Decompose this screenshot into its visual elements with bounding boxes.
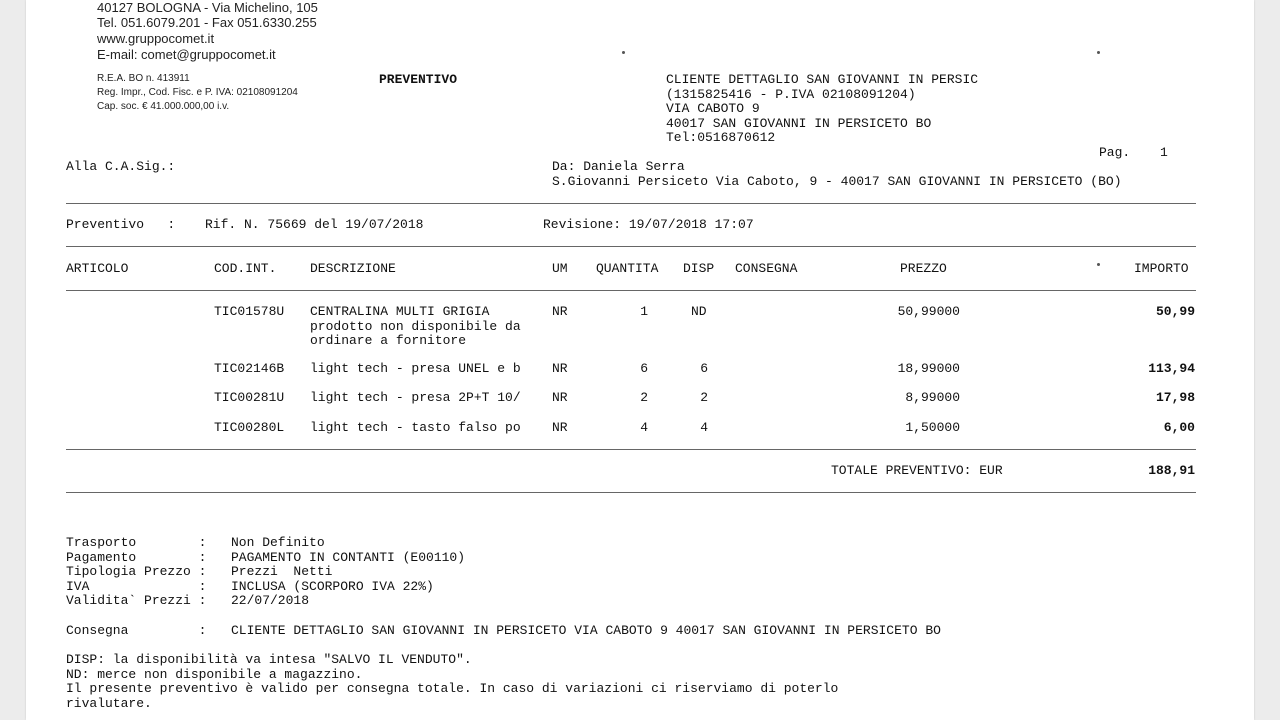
row-disp: 4 bbox=[700, 420, 708, 435]
note-line: DISP: la disponibilità va intesa "SALVO IL VENDUTO". bbox=[66, 652, 472, 667]
terms-vat-value: INCLUSA (SCORPORO IVA 22%) bbox=[231, 578, 434, 594]
row-um: NR bbox=[552, 361, 568, 376]
row-amount: 50,99 bbox=[1155, 304, 1195, 319]
row-disp: 2 bbox=[700, 390, 708, 405]
total-label: TOTALE PREVENTIVO: EUR bbox=[831, 463, 1003, 478]
terms-price-type-label: Tipologia Prezzo : bbox=[66, 564, 207, 579]
row-um: NR bbox=[552, 420, 568, 435]
terms-transport-value: Non Definito bbox=[231, 535, 325, 550]
divider bbox=[66, 246, 1196, 247]
terms-delivery-label: Consegna : bbox=[66, 623, 207, 638]
scan-dot bbox=[1097, 263, 1100, 266]
row-qty: 1 bbox=[640, 304, 648, 319]
total-value: 188,91 bbox=[1148, 463, 1195, 478]
row-amount: 17,98 bbox=[1155, 390, 1195, 405]
row-code: TIC01578U bbox=[214, 304, 285, 319]
row-qty: 4 bbox=[640, 420, 648, 435]
row-code: TIC00281U bbox=[214, 390, 285, 405]
terms-validity-label: Validita` Prezzi : bbox=[66, 593, 207, 608]
revision: Revisione: 19/07/2018 17:07 bbox=[543, 217, 754, 232]
company-address: 40127 BOLOGNA - Via Michelino, 105 bbox=[97, 0, 318, 15]
col-codint: COD.INT. bbox=[214, 261, 277, 276]
reference-number: Rif. N. 75669 del 19/07/2018 bbox=[205, 217, 424, 232]
company-phone-fax: Tel. 051.6079.201 - Fax 051.6330.255 bbox=[97, 15, 317, 30]
terms-payment-value: PAGAMENTO IN CONTANTI (E00110) bbox=[231, 549, 466, 565]
client-phone: Tel:0516870612 bbox=[666, 130, 776, 145]
client-city: 40017 SAN GIOVANNI IN PERSICETO BO bbox=[666, 116, 932, 131]
row-description: light tech - tasto falso po bbox=[310, 420, 521, 435]
row-price: 18,99000 bbox=[897, 361, 960, 376]
col-descrizione: DESCRIZIONE bbox=[310, 261, 396, 276]
row-description: light tech - presa 2P+T 10/ bbox=[310, 390, 521, 405]
row-code: TIC02146B bbox=[214, 361, 285, 376]
row-disp: ND bbox=[691, 304, 707, 319]
col-um: UM bbox=[552, 261, 568, 276]
company-email: E-mail: comet@gruppocomet.it bbox=[97, 47, 276, 62]
divider bbox=[66, 449, 1196, 450]
divider bbox=[66, 290, 1196, 291]
row-description-note: prodotto non disponibile da bbox=[310, 319, 521, 334]
from-address: S.Giovanni Persiceto Via Caboto, 9 - 40017 SAN GIOVANNI IN PERSICETO (BO) bbox=[552, 174, 1122, 189]
terms-validity-value: 22/07/2018 bbox=[231, 593, 310, 608]
document-page bbox=[26, 0, 1254, 720]
scan-dot bbox=[1097, 51, 1100, 54]
terms-delivery-value: CLIENTE DETTAGLIO SAN GIOVANNI IN PERSICETO VIA CABOTO 9 40017 SAN GIOVANNI IN PERSICETO BO bbox=[231, 623, 941, 638]
note-line: ND: merce non disponibile a magazzino. bbox=[66, 666, 363, 682]
row-disp: 6 bbox=[700, 361, 708, 376]
col-quantita: QUANTITA bbox=[596, 261, 659, 276]
row-code: TIC00280L bbox=[214, 420, 285, 435]
client-vat: (1315825416 - P.IVA 02108091204) bbox=[666, 87, 916, 102]
row-price: 8,99000 bbox=[905, 390, 960, 405]
row-description: light tech - presa UNEL e b bbox=[310, 361, 521, 376]
note-line: rivalutare. bbox=[66, 695, 152, 711]
row-um: NR bbox=[552, 304, 568, 319]
col-prezzo: PREZZO bbox=[900, 261, 947, 276]
row-price: 1,50000 bbox=[905, 420, 960, 435]
company-website: www.gruppocomet.it bbox=[97, 31, 215, 46]
row-um: NR bbox=[552, 390, 568, 405]
company-reg: Reg. Impr., Cod. Fisc. e P. IVA: 02108091204 bbox=[97, 87, 298, 98]
attention-label: Alla C.A.Sig.: bbox=[66, 159, 176, 174]
terms-transport-label: Trasporto : bbox=[66, 535, 207, 550]
client-street: VIA CABOTO 9 bbox=[666, 101, 760, 116]
scan-dot bbox=[622, 51, 625, 54]
terms-price-type-value: Prezzi Netti bbox=[231, 564, 333, 579]
terms-payment-label: Pagamento : bbox=[66, 549, 207, 565]
row-price: 50,99000 bbox=[897, 304, 960, 319]
col-importo: IMPORTO bbox=[1134, 261, 1189, 276]
divider bbox=[66, 203, 1196, 204]
company-capital: Cap. soc. € 41.000.000,00 i.v. bbox=[97, 101, 230, 112]
from-name: Da: Daniela Serra bbox=[552, 159, 685, 174]
col-disp: DISP bbox=[683, 261, 715, 276]
row-description-note: ordinare a fornitore bbox=[310, 333, 467, 348]
col-consegna: CONSEGNA bbox=[735, 261, 798, 276]
company-rea: R.E.A. BO n. 413911 bbox=[97, 73, 190, 84]
page-number: 1 bbox=[1160, 145, 1168, 160]
client-name: CLIENTE DETTAGLIO SAN GIOVANNI IN PERSIC bbox=[666, 72, 979, 87]
divider bbox=[66, 492, 1196, 493]
row-description: CENTRALINA MULTI GRIGIA bbox=[310, 304, 490, 319]
reference-label: Preventivo : bbox=[66, 217, 176, 232]
note-line: Il presente preventivo è valido per consegna totale. In caso di variazioni ci riserviamo di poterlo bbox=[66, 681, 839, 696]
terms-vat-label: IVA : bbox=[66, 578, 207, 594]
row-amount: 6,00 bbox=[1163, 420, 1195, 435]
col-articolo: ARTICOLO bbox=[66, 261, 129, 276]
row-qty: 6 bbox=[640, 361, 648, 376]
row-qty: 2 bbox=[640, 390, 648, 405]
page-label: Pag. bbox=[1099, 145, 1131, 160]
row-amount: 113,94 bbox=[1148, 361, 1195, 376]
document-title: PREVENTIVO bbox=[379, 72, 458, 87]
